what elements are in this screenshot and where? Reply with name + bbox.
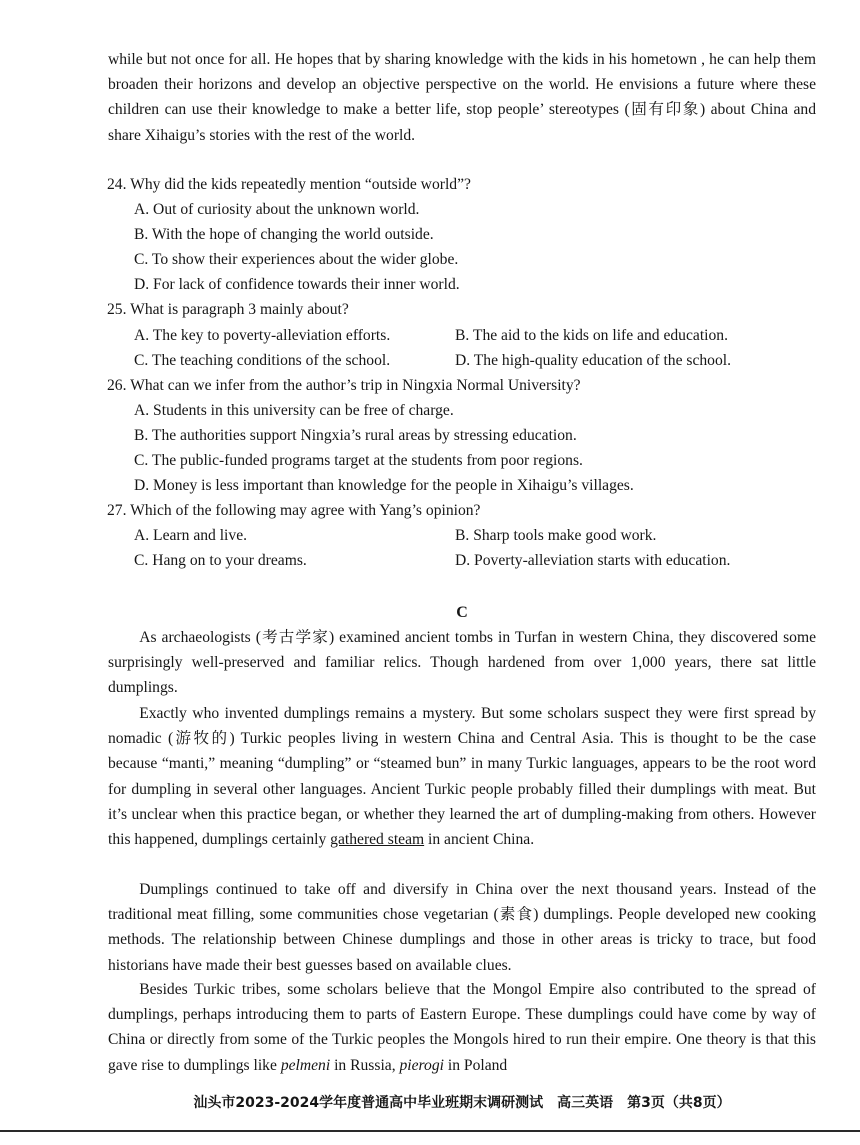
- pelmeni-term: pelmeni: [280, 1056, 331, 1074]
- intro-paragraph: while but not once for all. He hopes that by sharing knowledge with the kids in his hometown , he can help them broaden their horizons and develop an objective perspective on the world. He envisions a future where these children can use their knowledge to make a better life, stop people’ stereotypes (固有印象) about China and share Xihaigu’s stories with the rest of the world.: [108, 51, 816, 144]
- q24-option-c: C. To show their experiences about the wider globe.: [134, 251, 459, 268]
- q26-option-a: A. Students in this university can be free of charge.: [134, 402, 454, 419]
- question-24: 24. Why did the kids repeatedly mention “outside world”?: [107, 176, 471, 193]
- p4-text-after: in Poland: [443, 1056, 508, 1074]
- q24-option-d: D. For lack of confidence towards their inner world.: [134, 276, 460, 293]
- q24-option-a: A. Out of curiosity about the unknown world.: [134, 201, 420, 218]
- question-25: 25. What is paragraph 3 mainly about?: [107, 301, 349, 318]
- passage-c-paragraph-3: Dumplings continued to take off and diversify in China over the next thousand years. Instead of the traditional meat filling, some communities chose vegetarian (素食) dumplings. People developed new cooking methods. The relationship between Chinese dumplings and those in other areas is tricky to trace, but food historians have made their best guesses based on available clues.: [108, 881, 816, 974]
- p4-text-before: Besides Turkic tribes, some scholars believe that the Mongol Empire also contributed to the spread of dumplings, perhaps introducing them to parts of Eastern Europe. These dumplings could have come by way of China or directly from some of the Turkic peoples the Mongols hired to run their empire. One theory is that this gave rise to dumplings like: [108, 981, 816, 1074]
- p2-text-after: in ancient China.: [424, 831, 535, 849]
- pierogi-term: pierogi: [399, 1056, 444, 1074]
- q27-option-a: A. Learn and live.: [134, 527, 248, 544]
- q27-option-b: B. Sharp tools make good work.: [455, 527, 657, 544]
- passage-c-paragraph-4: [108, 977, 816, 1078]
- page-footer: 汕头市2023-2024学年度普通高中毕业班期末调研测试 高三英语 第3页（共8页）: [193, 1095, 731, 1111]
- p2-text-before: Exactly who invented dumplings remains a mystery. But some scholars suspect they were first spread by nomadic (游牧的) Turkic peoples living in western China and Central Asia. This is thought to be the case because “manti,” meaning “dumpling” or “steamed bun” in many Turkic languages, appears to be the root word for dumpling in several other languages. Ancient Turkic people probably filled their dumplings with meat. But it’s unclear when this practice began, or whether they learned the art of dumpling-making from others. However this happened, dumplings certainly: [108, 705, 816, 849]
- question-27: 27. Which of the following may agree with Yang’s opinion?: [107, 502, 481, 519]
- section-c-heading: C: [456, 604, 468, 621]
- q25-option-d: D. The high-quality education of the school.: [455, 352, 732, 369]
- passage-c-paragraph-2: [108, 701, 816, 852]
- passage-c-paragraph-1: As archaeologists (考古学家) examined ancient tombs in Turfan in western China, they discovered some surprisingly well-preserved and familiar relics. Though hardened from over 1,000 years, there sat little dumplings.: [108, 629, 816, 697]
- underlined-phrase: gathered steam: [330, 831, 425, 849]
- p4-text-mid: in Russia,: [330, 1056, 400, 1074]
- q25-option-b: B. The aid to the kids on life and education.: [455, 327, 728, 344]
- q26-option-c: C. The public-funded programs target at the students from poor regions.: [134, 452, 583, 469]
- question-26: 26. What can we infer from the author’s trip in Ningxia Normal University?: [107, 377, 581, 394]
- q24-option-b: B. With the hope of changing the world outside.: [134, 226, 434, 243]
- q26-option-b: B. The authorities support Ningxia’s rural areas by stressing education.: [134, 427, 577, 444]
- q25-option-c: C. The teaching conditions of the school.: [134, 352, 391, 369]
- q27-option-d: D. Poverty-alleviation starts with education.: [455, 552, 731, 569]
- q25-option-a: A. The key to poverty-alleviation efforts.: [134, 327, 391, 344]
- q26-option-d: D. Money is less important than knowledge for the people in Xihaigu’s villages.: [134, 477, 634, 494]
- bottom-divider: [0, 1130, 860, 1132]
- q27-option-c: C. Hang on to your dreams.: [134, 552, 307, 569]
